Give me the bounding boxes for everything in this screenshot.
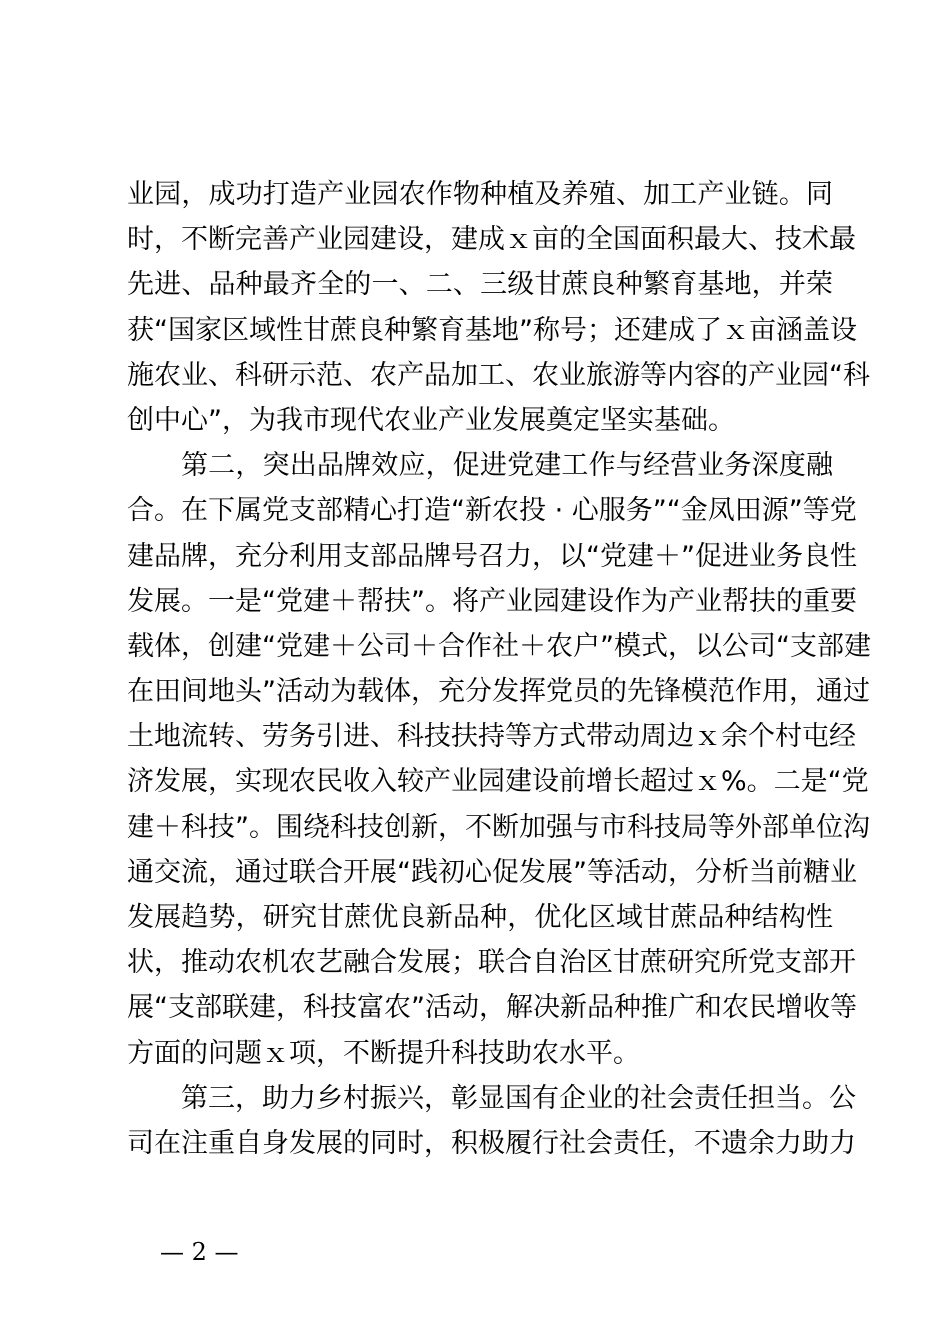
text-line: 展“支部联建，科技富农”活动，解决新品种推广和农民增收等 xyxy=(127,992,857,1024)
paragraph-start-line: 第二，突出品牌效应，促进党建工作与经营业务深度融 xyxy=(181,450,833,482)
text-line: 在田间地头”活动为载体，充分发挥党员的先锋模范作用，通过 xyxy=(127,676,870,708)
paragraph-start-line: 第三，助力乡村振兴，彰显国有企业的社会责任担当。公 xyxy=(181,1082,856,1114)
text-line: 先进、品种最齐全的一、二、三级甘蔗良种繁育基地，并荣 xyxy=(127,269,833,301)
text-line: 发展。一是“党建＋帮扶”。将产业园建设作为产业帮扶的重要 xyxy=(127,585,857,617)
page-number: — 2 — xyxy=(160,1238,239,1266)
text-line: 创中心”，为我市现代农业产业发展奠定坚实基础。 xyxy=(127,404,735,436)
text-line: 司在注重自身发展的同时，积极履行社会责任，不遗余力助力 xyxy=(127,1127,856,1159)
text-line: 时，不断完善产业园建设，建成ｘ亩的全国面积最大、技术最 xyxy=(127,224,856,256)
text-line: 发展趋势，研究甘蔗优良新品种，优化区域甘蔗品种结构性 xyxy=(127,902,833,933)
body-text xyxy=(127,172,871,1166)
text-line: 业园，成功打造产业园农作物种植及养殖、加工产业链。同 xyxy=(127,179,833,210)
text-line: 方面的问题ｘ项，不断提升科技助农水平。 xyxy=(127,1037,640,1069)
text-line: 通交流，通过联合开展“践初心促发展”等活动，分析当前糖业 xyxy=(127,856,857,888)
text-line: 济发展，实现农民收入较产业园建设前增长超过ｘ%。二是“党 xyxy=(127,766,869,798)
text-line: 载体，创建“党建＋公司＋合作社＋农户”模式，以公司“支部建 xyxy=(127,630,871,662)
text-line: 建＋科技”。围绕科技创新，不断加强与市科技局等外部单位沟 xyxy=(127,811,870,843)
text-line: 建品牌，充分利用支部品牌号召力，以“党建＋”促进业务良性 xyxy=(127,540,857,572)
text-line: 土地流转、劳务引进、科技扶持等方式带动周边ｘ余个村屯经 xyxy=(127,721,856,753)
text-line: 合。在下属党支部精心打造“新农投 · 心服务”“金凤田源”等党 xyxy=(127,495,857,527)
text-line: 获“国家区域性甘蔗良种繁育基地”称号；还建成了ｘ亩涵盖设 xyxy=(127,314,857,346)
text-line: 施农业、科研示范、农产品加工、农业旅游等内容的产业园“科 xyxy=(127,359,870,391)
text-line: 状，推动农机农艺融合发展；联合自治区甘蔗研究所党支部开 xyxy=(127,947,856,979)
